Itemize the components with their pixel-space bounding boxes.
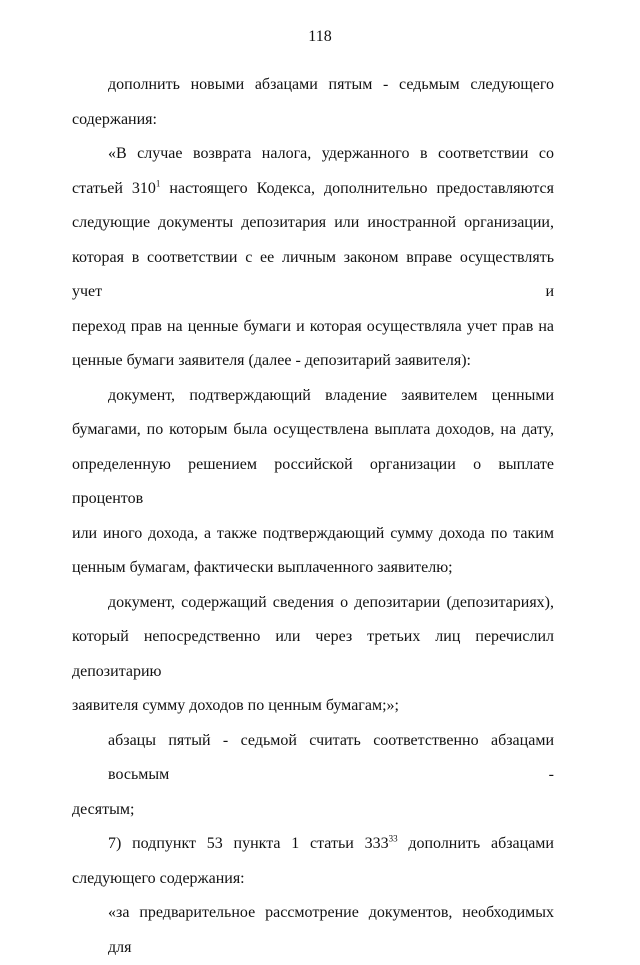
paragraph-4 <box>72 586 554 724</box>
text-run: настоящего Кодекса, дополнительно предоставляются <box>160 179 554 197</box>
text-line: следующего содержания: <box>72 869 245 887</box>
text-line: или иного дохода, а также подтверждающий сумму дохода по таким <box>72 524 554 542</box>
text-line: «за предварительное рассмотрение документов, необходимых для <box>108 904 554 956</box>
paragraph-2 <box>72 137 554 379</box>
text-run: 7) подпункт 53 пункта 1 статьи 333 <box>108 835 389 852</box>
page-number: 118 <box>308 28 332 45</box>
document-body <box>72 68 554 965</box>
text-line: десятым; <box>72 800 135 818</box>
text-line: которая в соответствии с ее личным законом вправе осуществлять учет и <box>72 248 554 300</box>
text-line: абзацы пятый - седьмой считать соответственно абзацами восьмым - <box>108 731 554 783</box>
paragraph-1 <box>72 68 554 137</box>
paragraph-3 <box>72 379 554 586</box>
paragraph-5 <box>72 724 554 828</box>
text-line: дополнить новыми абзацами пятым - седьмым следующего <box>108 76 554 93</box>
text-line <box>72 827 554 862</box>
text-line: бумагами, по которым была осуществлена выплата доходов, на дату, <box>72 421 554 438</box>
text-run: дополнить абзацами <box>397 835 554 852</box>
superscript: 33 <box>388 833 398 844</box>
text-line: ценные бумаги заявителя (далее - депозитарий заявителя): <box>72 352 471 369</box>
text-run: статьей 310 <box>72 179 156 197</box>
text-line: переход прав на ценные бумаги и которая осуществляла учет прав на <box>72 317 554 335</box>
paragraph-7 <box>72 896 554 965</box>
text-line: «В случае возврата налога, удержанного в соответствии со <box>108 145 554 162</box>
text-line: который непосредственно или через третьих лиц перечислил депозитарию <box>72 628 554 680</box>
text-line: определенную решением российской организации о выплате процентов <box>72 455 554 507</box>
text-line: документ, содержащий сведения о депозитарии (депозитариях), <box>108 593 554 611</box>
text-line: ценным бумагам, фактически выплаченного заявителю; <box>72 559 453 576</box>
text-line: содержания: <box>72 110 157 128</box>
text-line: заявителя сумму доходов по ценным бумагам;»; <box>72 697 399 714</box>
superscript: 1 <box>155 178 161 189</box>
text-line: документ, подтверждающий владение заявителем ценными <box>108 386 554 404</box>
text-line <box>72 172 554 207</box>
paragraph-6 <box>72 827 554 896</box>
text-line: следующие документы депозитария или иностранной организации, <box>72 214 554 231</box>
